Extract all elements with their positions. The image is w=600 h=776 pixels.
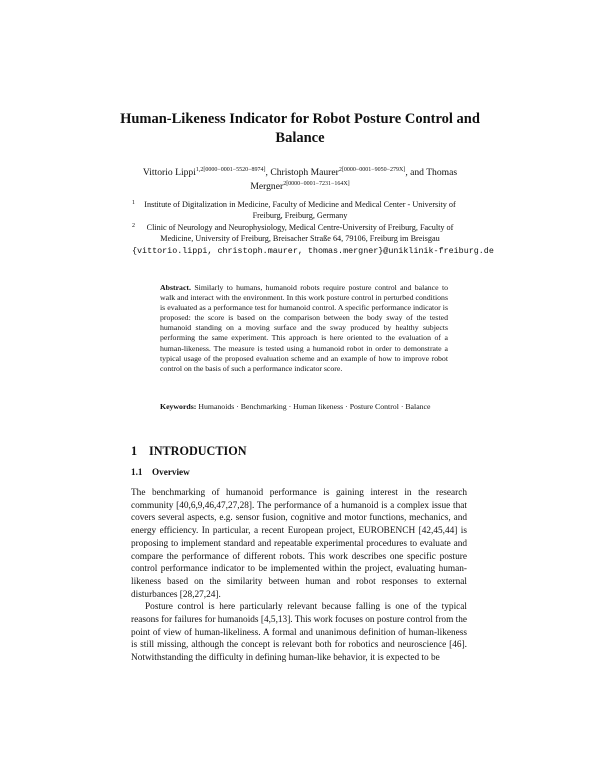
affiliation (132, 223, 468, 244)
keywords (160, 402, 448, 412)
section-number: 1 (131, 444, 138, 458)
affiliations (132, 200, 494, 257)
affiliation-text: Institute of Digitalization in Medicine, Faculty of Medicine and Medical Center - University of Freiburg, Freiburg, Germany (144, 200, 456, 220)
author-separator: , (265, 167, 271, 178)
subsection-title: Overview (152, 467, 190, 477)
author-affiliation-orcid: 1,2[0000−0001−5520−8974] (195, 166, 266, 173)
affiliation (132, 200, 468, 221)
abstract (160, 283, 448, 374)
author-name: Christoph Maurer (270, 167, 339, 178)
paper-title: Human-Likeness Indicator for Robot Posture Control and Balance (120, 111, 480, 146)
author-name: Thomas Mergner (250, 167, 458, 192)
section-heading (131, 444, 247, 459)
paragraph: Posture control is here particularly relevant because falling is one of the typical reasons for failures for humanoids [4,5,13]. This work focuses on posture control from the point of view of human-likeliness. A formal and unanimous definition of human-likeness is still missing, although the concept is relevant both for robotics and neuroscience [46]. Notwithstanding the difficulty in defining human-like behavior, it is expected to be (131, 602, 467, 664)
subsection-heading (131, 467, 190, 477)
author-affiliation-orcid: 2[0000−0001−7231−164X] (283, 180, 350, 187)
affiliation-text: Clinic of Neurology and Neurophysiology, Medical Centre-University of Freiburg, Faculty of Medicine, University of Freiburg, Breisacher Straße 64, 79106, Freiburg im Breisgau (146, 223, 454, 243)
affiliation-number: 2 (132, 223, 135, 229)
keywords-label: Keywords: (160, 402, 197, 411)
author-name: Vittorio Lippi (142, 167, 196, 178)
paragraph: The benchmarking of humanoid performance is gaining interest in the research community [40,6,9,46,47,27,28]. The performance of a humanoid is a complex issue that covers several aspects, e.g. sensor fusion, cognitive and motor functions, mechanics, and energy efficiency. In particular, a recent European project, EUROBENCH [42,45,44] is proposing to implement standard and repeatable experimental procedures to evaluate and compare the performance of different robots. This work describes one specific posture control performance indicator to be implemented within the project, evaluating human-likeness based on the similarity between human and robot responses to external disturbances [28,27,24]. (131, 488, 467, 600)
subsection-number: 1.1 (131, 467, 143, 477)
body-text (131, 487, 467, 665)
abstract-text: Similarly to humans, humanoid robots require posture control and balance to walk and interact with the environment. In this work posture control in perturbed conditions is evaluated as a performance test for humanoid control. A specific performance indicator is proposed: the score is based on the comparison between the body sway of the tested humanoid standing on a moving surface and the sway produced by healthy subjects performing the same experiment. This approach is here oriented to the evaluation of a human-likeness. The measure is tested using a humanoid robot in order to demonstrate a typical usage of the proposed evaluation scheme and an example of how to improve robot control on the basis of such a performance indicator score. (160, 283, 449, 373)
author-list (100, 166, 500, 194)
author-emails: {vittorio.lippi, christoph.maurer, thomas.mergner}@uniklinik-freiburg.de (132, 246, 494, 256)
abstract-label: Abstract. (160, 283, 191, 292)
author-separator: , and (405, 167, 427, 178)
affiliation-number: 1 (132, 200, 135, 206)
section-title: INTRODUCTION (149, 444, 247, 458)
author-affiliation-orcid: 2[0000−0001−9050−279X] (338, 166, 406, 173)
keywords-text: Humanoids · Benchmarking · Human likeness · Posture Control · Balance (198, 402, 431, 411)
